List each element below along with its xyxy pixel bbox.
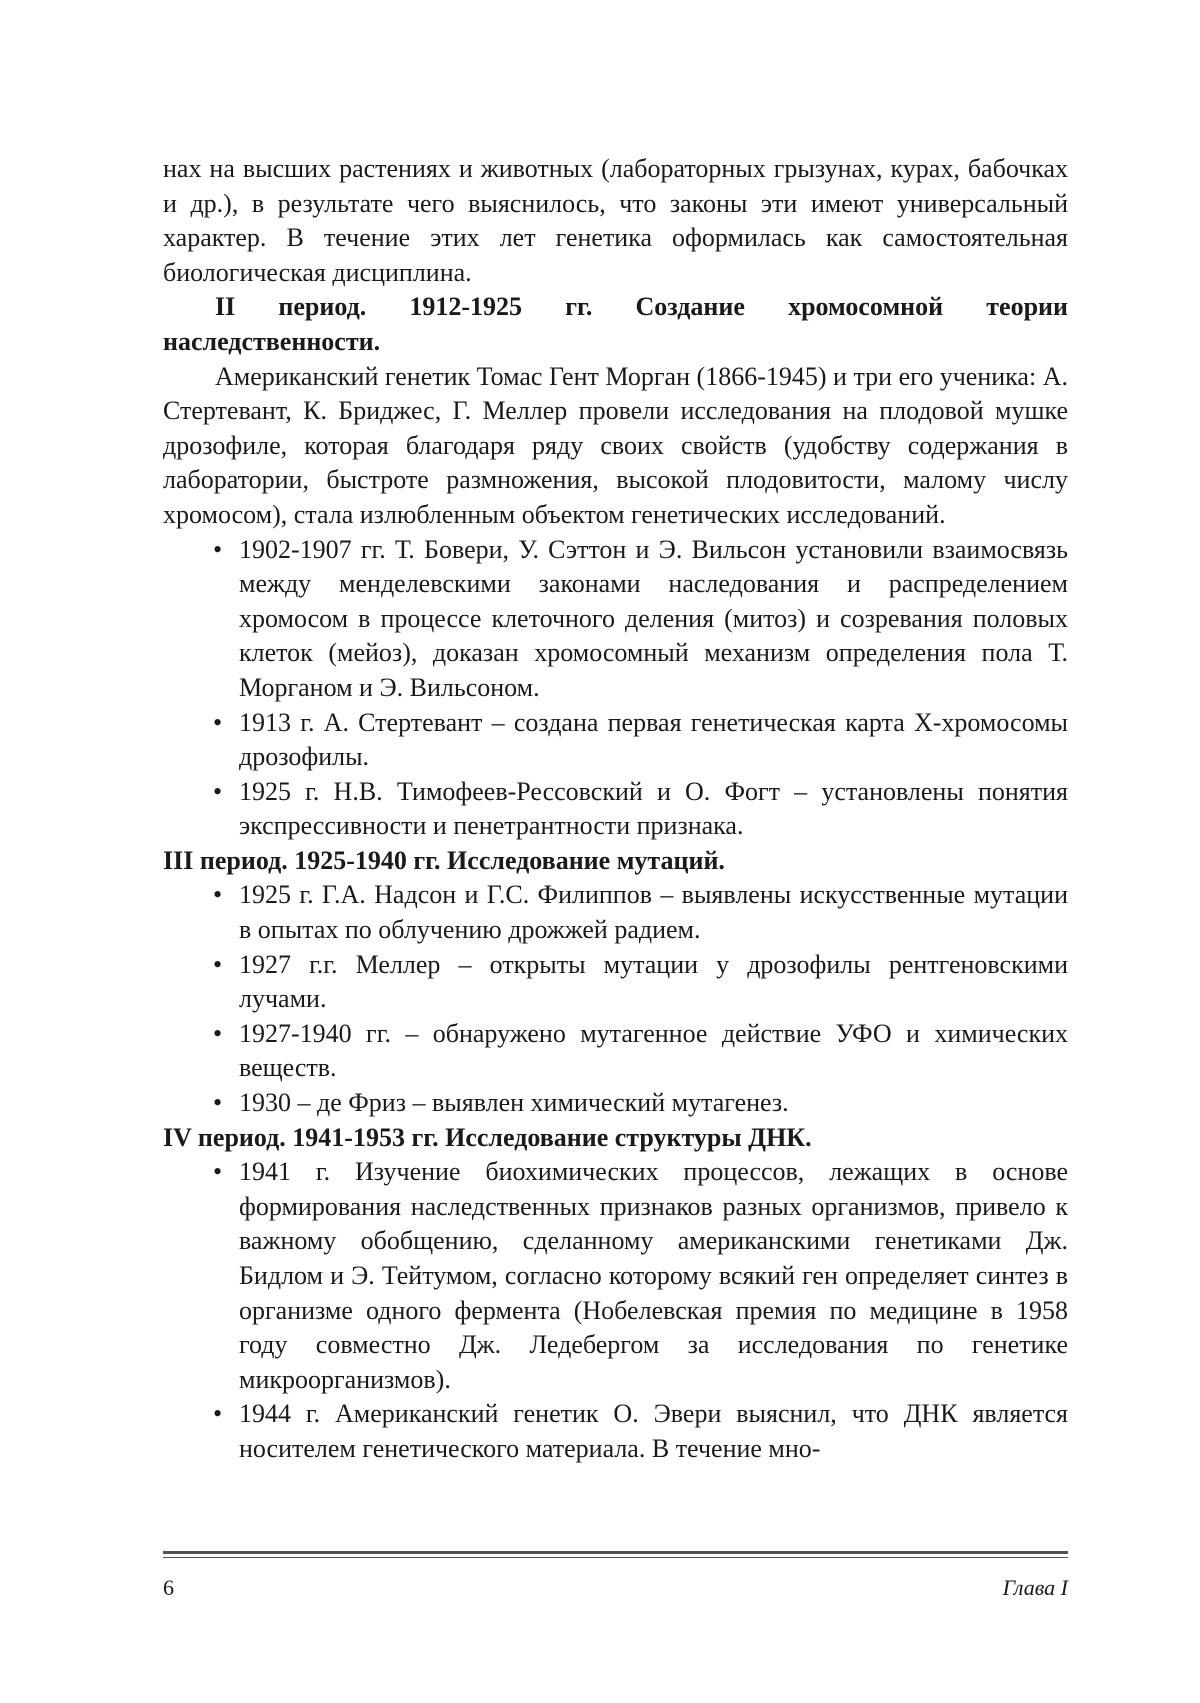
bullet-icon: • xyxy=(213,1088,223,1118)
list-item: • 1925 г. Г.А. Надсон и Г.С. Филиппов – выявлены искусственные мутации в опытах по облучению дрожжей радием. xyxy=(213,880,1068,945)
list-item: • 1902-1907 гг. Т. Бовери, У. Сэттон и Э. Вильсон установили взаимосвязь между менделевскими законами наследования и распределением хромосом в процессе клеточного деления (митоз) и созревания половых клеток (мейоз), доказан хромосомный механизм определения пола Т. Морганом и Э. Вильсоном. xyxy=(213,534,1068,702)
bullet-icon: • xyxy=(213,534,223,564)
list-item: • 1913 г. А. Стертевант – создана первая генетическая карта Х-хромосомы дрозофилы. xyxy=(213,707,1068,772)
page-number: 6 xyxy=(163,1575,174,1600)
intro-paragraph: нах на высших растениях и животных (лабораторных грызунах, курах, бабочках и др.), в результате чего выяснилось, что законы эти имеют универсальный характер. В течение этих лет генетика оформилась как самостоятельная биологическая дисциплина. xyxy=(163,154,1068,287)
footer-rule xyxy=(163,1551,1068,1558)
list-item: • 1941 г. Изучение биохимических процессов, лежащих в основе формирования наследственных признаков разных организмов, привело к важному обобщению, сделанному американскими генетиками Дж. Бидлом и Э. Тейтумом, согласно которому всякий ген определяет синтез в организме одного фермента (Нобелевская премия по медицине в 1958 году совместно Дж. Ледебергом за исследования по генетике микроорганизмов). xyxy=(213,1157,1068,1394)
bullet-icon: • xyxy=(213,1018,223,1048)
bullet-icon: • xyxy=(213,707,223,737)
period2-heading: II период. 1912-1925 гг. Создание хромосомной теории наследственности. xyxy=(163,292,1068,356)
bullet-icon: • xyxy=(213,880,223,910)
period4-heading: IV период. 1941-1953 гг. Исследование структуры ДНК. xyxy=(163,1122,812,1152)
period3-list xyxy=(163,878,1068,1120)
list-item: • 1927 г.г. Меллер – открыты мутации у дрозофилы рентгеновскими лучами. xyxy=(213,949,1068,1014)
period3-heading: III период. 1925-1940 гг. Исследование мутаций. xyxy=(163,845,725,875)
period2-list xyxy=(163,533,1068,844)
list-item: • 1930 – де Фриз – выявлен химический мутагенез. xyxy=(213,1086,1068,1121)
bullet-icon: • xyxy=(213,1157,223,1187)
chapter-label: Глава I xyxy=(1002,1575,1068,1600)
text-block xyxy=(163,152,1068,1467)
period2-paragraph: Американский генетик Томас Гент Морган (1866-1945) и три его ученика: А. Стертевант, К. Бриджес, Г. Меллер провели исследования на плодовой мушке дрозофиле, которая благодаря ряду своих свойств (удобству содержания в лаборатории, быстроте размножения, высокой плодовитости, малому числу хромосом), стала излюбленным объектом генетических исследований. xyxy=(163,361,1068,529)
bullet-icon: • xyxy=(213,776,223,806)
bullet-icon: • xyxy=(213,949,223,979)
bullet-icon: • xyxy=(213,1399,223,1429)
list-item: • 1925 г. Н.В. Тимофеев-Рессовский и О. Фогт – установлены понятия экспрессивности и пенетрантности признака. xyxy=(213,776,1068,841)
period4-list xyxy=(163,1155,1068,1466)
list-item: • 1944 г. Американский генетик О. Эвери выяснил, что ДНК является носителем генетического материала. В течение мно- xyxy=(213,1399,1068,1463)
list-item: • 1927-1940 гг. – обнаружено мутагенное действие УФО и химических веществ. xyxy=(213,1018,1068,1083)
